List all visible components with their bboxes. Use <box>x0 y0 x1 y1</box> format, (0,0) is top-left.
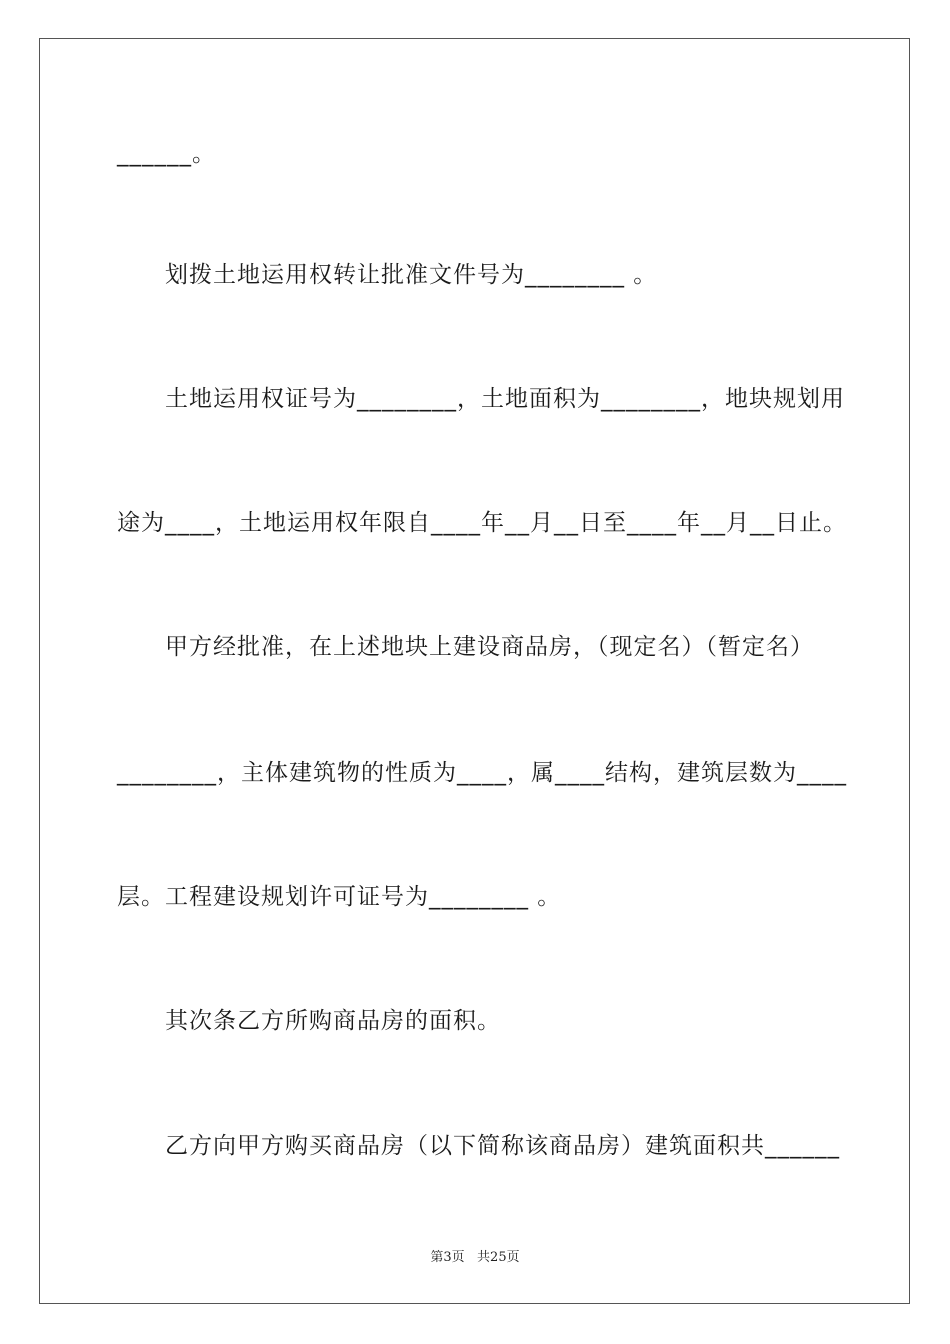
text-line-2: 划拨土地运用权转让批准文件号为________ 。 <box>165 262 658 288</box>
page-border <box>39 38 910 1304</box>
text-line-1: ______。 <box>117 141 216 167</box>
text-line-5: 甲方经批准，在上述地块上建设商品房，（现定名）（暂定名） <box>165 634 814 660</box>
text-line-3: 土地运用权证号为________，土地面积为________，地块规划用 <box>165 386 845 412</box>
text-line-8: 其次条乙方所购商品房的面积。 <box>165 1008 501 1034</box>
text-line-6: ________，主体建筑物的性质为____，属____结构，建筑层数为____ <box>117 760 847 786</box>
text-line-7: 层。工程建设规划许可证号为________ 。 <box>117 884 562 910</box>
text-line-4: 途为____，土地运用权年限自____年__月__日至____年__月__日止。 <box>117 510 847 536</box>
text-line-9: 乙方向甲方购买商品房（以下简称该商品房）建筑面积共______ <box>165 1133 840 1159</box>
page-footer: 第3页 共25页 <box>430 1250 520 1265</box>
